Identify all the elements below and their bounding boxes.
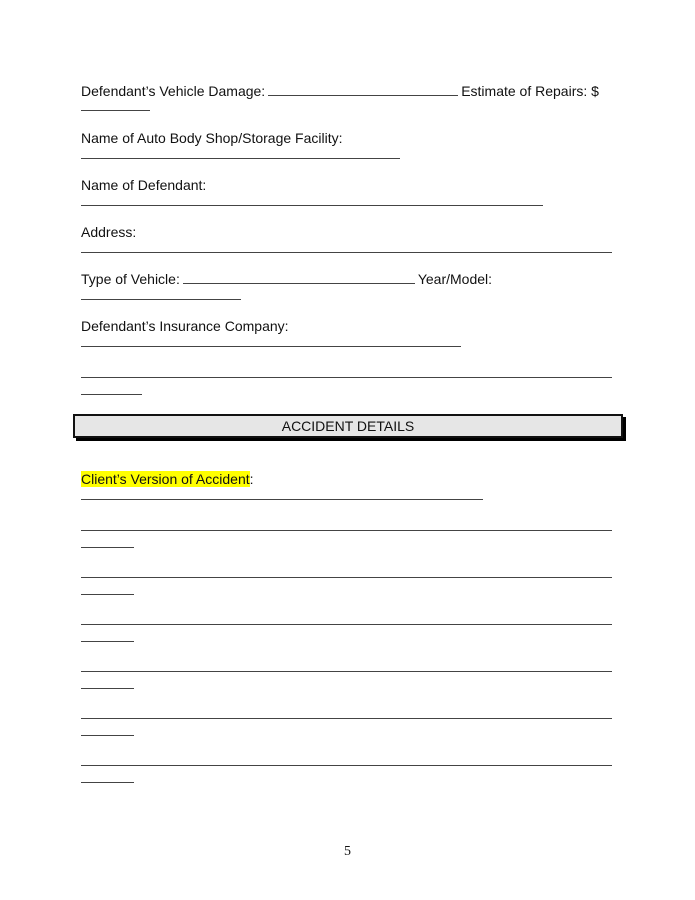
estimate-field[interactable] xyxy=(81,110,150,111)
client-version-line-6[interactable] xyxy=(81,765,612,766)
client-version-line-1[interactable] xyxy=(81,530,612,531)
vehicle-type-label: Type of Vehicle: xyxy=(81,271,180,287)
client-version-line-3-cont[interactable] xyxy=(81,641,134,642)
insurance-field[interactable] xyxy=(81,346,461,347)
vehicle-damage-field[interactable] xyxy=(268,83,458,96)
client-version-field[interactable] xyxy=(81,499,483,500)
defendant-name-label: Name of Defendant: xyxy=(81,177,207,193)
client-version-line-5-cont[interactable] xyxy=(81,735,134,736)
address-field[interactable] xyxy=(81,252,612,253)
section-title: ACCIDENT DETAILS xyxy=(281,418,415,434)
body-shop-field[interactable] xyxy=(81,158,400,159)
insurance-label: Defendant’s Insurance Company: xyxy=(81,318,289,334)
insurance-extra-line[interactable] xyxy=(81,377,612,378)
vehicle-damage-row xyxy=(81,83,599,99)
insurance-extra-line-cont[interactable] xyxy=(81,394,142,395)
client-version-line-5[interactable] xyxy=(81,718,612,719)
address-label: Address: xyxy=(81,224,137,240)
vehicle-type-row xyxy=(81,271,492,287)
client-version-line-4[interactable] xyxy=(81,671,612,672)
client-version-line-4-cont[interactable] xyxy=(81,688,134,689)
defendant-name-field[interactable] xyxy=(81,205,543,206)
client-version-highlight: Client’s Version of Accident xyxy=(81,471,250,487)
client-version-line-2-cont[interactable] xyxy=(81,594,134,595)
vehicle-type-field[interactable] xyxy=(183,271,415,284)
vehicle-damage-label: Defendant’s Vehicle Damage: xyxy=(81,83,266,99)
year-model-field[interactable] xyxy=(81,299,241,300)
body-shop-label: Name of Auto Body Shop/Storage Facility: xyxy=(81,130,343,146)
client-version-label: Client’s Version of Accident: xyxy=(81,471,254,487)
page-number: 5 xyxy=(344,844,351,859)
client-version-line-3[interactable] xyxy=(81,624,612,625)
year-model-label: Year/Model: xyxy=(417,271,493,287)
client-version-line-1-cont[interactable] xyxy=(81,547,134,548)
accident-details-header xyxy=(73,414,623,438)
estimate-label: Estimate of Repairs: $ xyxy=(461,83,599,99)
client-version-line-6-cont[interactable] xyxy=(81,782,134,783)
client-version-line-2[interactable] xyxy=(81,577,612,578)
